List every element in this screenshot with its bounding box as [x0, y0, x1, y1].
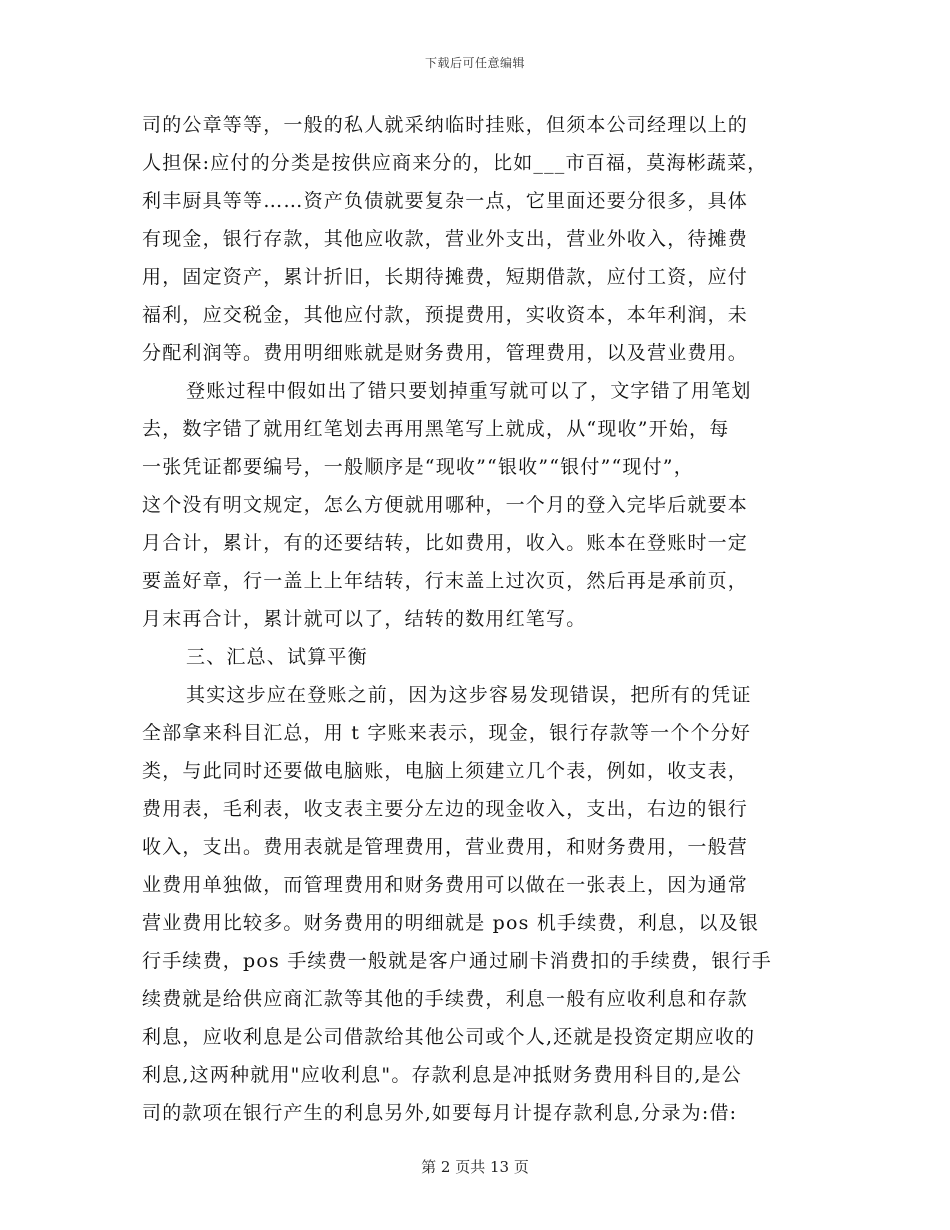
text-line-3: 利丰厨具等等……资产负债就要复杂一点，它里面还要分很多，具体: [142, 190, 749, 212]
text-line-18: 类，与此同时还要做电脑账，电脑上须建立几个表，例如，收支表，: [142, 760, 749, 782]
text-line-22: 营业费用比较多。财务费用的明细就是 pos 机手续费，利息，以及银: [142, 912, 760, 934]
text-line-26: 利息,这两种就用"应收利息"。存款利息是冲抵财务费用科目的,是公: [142, 1064, 742, 1086]
text-line-10: 一张凭证都要编号，一般顺序是“现收”“银收”“银付”“现付”，: [142, 456, 694, 478]
document-body: [142, 106, 806, 1132]
text-line-7: 分配利润等。费用明细账就是财务费用，管理费用，以及营业费用。: [142, 342, 749, 364]
text-line-25: 利息，应收利息是公司借款给其他公司或个人,还就是投资定期应收的: [142, 1026, 756, 1048]
text-line-6: 福利，应交税金，其他应付款，预提费用，实收资本，本年利润，未: [142, 304, 749, 326]
text-line-9: 去，数字错了就用红笔划去再用黑笔写上就成，从“现收”开始，每: [142, 418, 730, 440]
text-line-23: 行手续费，pos 手续费一般就是客户通过刷卡消费扣的手续费，银行手: [142, 950, 772, 972]
text-line-1: 司的公章等等，一般的私人就采纳临时挂账，但须本公司经理以上的: [142, 114, 749, 136]
text-line-20: 收入，支出。费用表就是管理费用，营业费用，和财务费用，一般营: [142, 836, 749, 858]
text-line-13: 要盖好章，行一盖上上年结转，行末盖上过次页，然后再是承前页，: [142, 570, 749, 592]
page-header: 下载后可任意编辑: [424, 56, 525, 70]
text-line-16: 其实这步应在登账之前，因为这步容易发现错误，把所有的凭证: [186, 684, 752, 706]
text-line-11: 这个没有明文规定，怎么方便就用哪种，一个月的登入完毕后就要本: [142, 494, 749, 516]
text-line-4: 有现金，银行存款，其他应收款，营业外支出，营业外收入，待摊费: [142, 228, 749, 250]
page-footer: 第 2 页共 13 页: [421, 1158, 529, 1176]
section-heading: 三、汇总、试算平衡: [186, 646, 368, 668]
text-line-17: 全部拿来科目汇总，用 t 字账来表示，现金，银行存款等一个个分好: [142, 722, 752, 744]
text-line-5: 用，固定资产，累计折旧，长期待摊费，短期借款，应付工资，应付: [142, 266, 749, 288]
text-line-8: 登账过程中假如出了错只要划掉重写就可以了，文字错了用笔划: [186, 380, 752, 402]
text-line-21: 业费用单独做，而管理费用和财务费用可以做在一张表上，因为通常: [142, 874, 749, 896]
text-line-14: 月末再合计，累计就可以了，结转的数用红笔写。: [142, 608, 587, 630]
text-line-27: 司的款项在银行产生的利息另外,如要每月计提存款利息,分录为:借:: [142, 1102, 738, 1124]
text-line-19: 费用表，毛利表，收支表主要分左边的现金收入，支出，右边的银行: [142, 798, 749, 820]
text-line-2: 人担保:应付的分类是按供应商来分的，比如___市百福，莫海彬蔬菜，: [142, 152, 768, 174]
text-line-24: 续费就是给供应商汇款等其他的手续费，利息一般有应收利息和存款: [142, 988, 749, 1010]
text-line-12: 月合计，累计，有的还要结转，比如费用，收入。账本在登账时一定: [142, 532, 749, 554]
